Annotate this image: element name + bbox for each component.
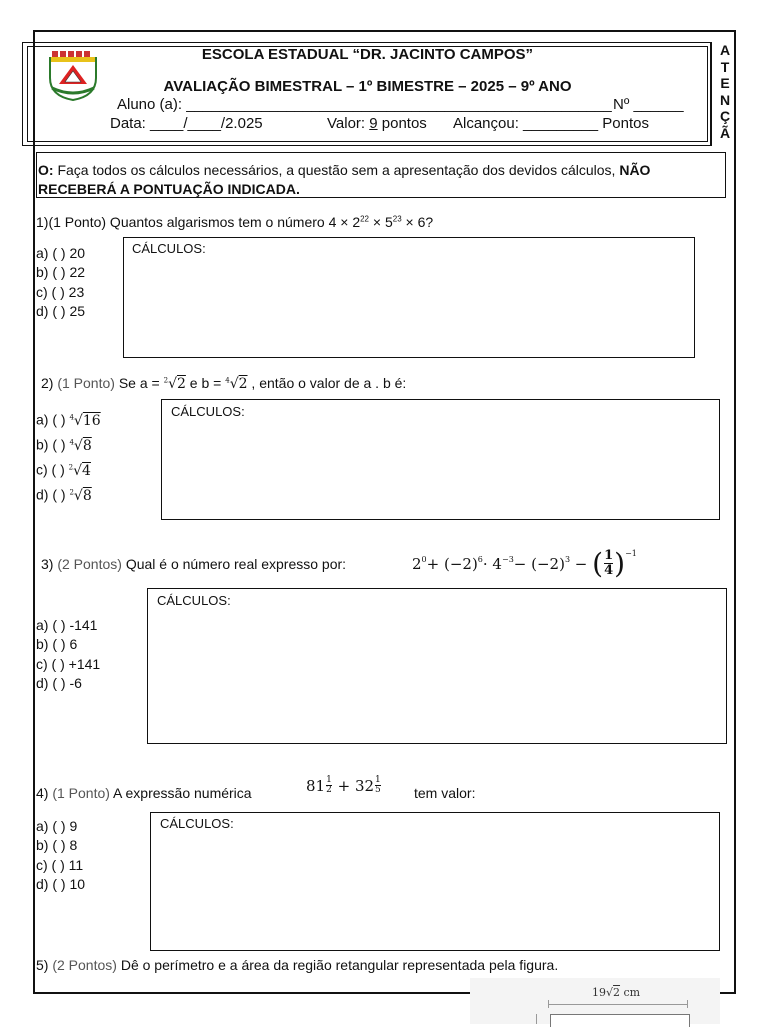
instruction-lead: O:	[38, 162, 54, 178]
instruction-warning: NÃO RECEBERÁ A PONTUAÇÃO INDICADA.	[38, 162, 651, 197]
q3-option[interactable]: c) ( ) +141	[36, 655, 101, 672]
question-3-options	[36, 616, 100, 693]
q4-option[interactable]: c) ( ) 11	[36, 856, 84, 873]
q3-number: 3)	[41, 556, 58, 572]
question-1-options	[36, 244, 85, 321]
q2-option-index: 4	[69, 438, 74, 447]
q3-term: −	[570, 554, 593, 573]
q2-option-radicand: 8	[82, 488, 92, 505]
q2-text-b: e b =	[185, 375, 226, 391]
q2-option-index: 4	[69, 413, 74, 421]
q4-plus: +	[332, 777, 355, 795]
value-unit: pontos	[377, 115, 427, 132]
q2-option[interactable]: a) ( ) $^4$√16	[36, 411, 101, 429]
figure-unit: cm	[620, 986, 641, 999]
q3-exponent: 0	[421, 555, 427, 564]
attention-letter: Ç	[719, 108, 731, 124]
q4-number: 4)	[36, 785, 53, 801]
attention-letter: E	[720, 75, 730, 91]
school-name: ESCOLA ESTADUAL “DR. JACINTO CAMPOS”	[201, 46, 534, 63]
attention-letter: T	[720, 58, 730, 75]
q2-number: 2)	[41, 375, 58, 391]
q4-tail: tem valor:	[414, 785, 476, 801]
figure-dimension-tick	[548, 1000, 549, 1008]
q2-calculation-box[interactable]	[161, 399, 720, 520]
q5-text: Dê o perímetro e a área da região retangular representada pela figura.	[116, 957, 559, 973]
date-line[interactable]: Data: ____/____/2.025	[110, 115, 263, 132]
question-1-text	[36, 214, 433, 230]
q2-b-radicand: 2	[238, 376, 248, 392]
q4-text: A expressão numérica	[109, 785, 252, 801]
q4-calculation-box[interactable]	[150, 812, 720, 951]
q1-option[interactable]: b) ( ) 22	[36, 264, 86, 281]
q3-points: (2 Pontos)	[57, 556, 122, 572]
q3-term: − (−2)	[513, 554, 565, 573]
q3-option[interactable]: d) ( ) -6	[36, 674, 82, 691]
q3-term: 2	[412, 554, 422, 573]
q3-term: · 4	[482, 554, 502, 573]
achieved-line[interactable]: Alcançou: _________ Pontos	[453, 115, 649, 132]
figure-dimension-line	[548, 1004, 688, 1005]
q4-base-2: 32	[354, 777, 375, 795]
question-4-text	[36, 785, 252, 801]
q3-option[interactable]: b) ( ) 6	[36, 636, 78, 653]
value-number: 9	[369, 115, 378, 132]
value-text	[327, 115, 427, 132]
figure-width-label: 19√2 cm	[592, 986, 641, 999]
q1-option[interactable]: d) ( ) 25	[36, 302, 86, 319]
student-number-line[interactable]: Nº ______	[613, 96, 684, 113]
q4-formula	[306, 776, 382, 795]
q3-exponent: 6	[477, 555, 483, 564]
q4-option[interactable]: b) ( ) 8	[36, 837, 78, 854]
q5-number: 5)	[36, 957, 53, 973]
q3-exponent: −3	[501, 555, 514, 564]
figure-coefficient: 19	[592, 986, 606, 999]
q3-text: Qual é o número real expresso por:	[121, 556, 347, 572]
q2-option-label: a) ( )	[36, 411, 70, 428]
q1-calculation-box[interactable]	[123, 237, 695, 358]
q2-a-index: 2	[163, 376, 169, 385]
q1-prefix: 1)(1 Ponto) Quantos algarismos tem o número 4 × 2	[36, 214, 361, 230]
attention-letter: Ã	[719, 124, 731, 141]
calc-label: CÁLCULOS:	[132, 241, 206, 256]
q3-calculation-box[interactable]	[147, 588, 727, 744]
q3-paren-left: (	[592, 546, 604, 580]
question-4-options	[36, 817, 85, 894]
q1-mid: × 5	[369, 214, 393, 230]
q3-fraction-denominator: 4	[604, 563, 614, 578]
figure-height-line	[536, 1014, 537, 1024]
exam-title: AVALIAÇÃO BIMESTRAL – 1º BIMESTRE – 2025 – 9º ANO	[163, 78, 572, 95]
q2-text-c: , então o valor de a . b é:	[247, 375, 407, 391]
q3-exponent: 3	[564, 555, 571, 564]
question-2-text: 2) (1 Ponto) Se a = $^2$√2 e b = $^4$√2 , então o valor de a . b é:	[41, 375, 407, 392]
q1-option[interactable]: a) ( ) 20	[36, 245, 86, 261]
q5-points: (2 Pontos)	[52, 957, 117, 973]
calc-label: CÁLCULOS:	[160, 816, 234, 831]
question-2-options	[36, 407, 101, 508]
q3-option[interactable]: a) ( ) -141	[36, 617, 98, 633]
q4-base-1: 81	[306, 777, 326, 795]
student-name-line[interactable]: Aluno (a): ___________________________________________________	[117, 96, 612, 113]
q2-option-label: b) ( )	[36, 436, 70, 453]
value-label: Valor:	[327, 115, 370, 132]
question-5-text	[36, 957, 558, 973]
q2-option-radicand: 4	[82, 462, 91, 479]
q4-points: (1 Ponto)	[52, 785, 110, 801]
q1-option[interactable]: c) ( ) 23	[36, 283, 85, 300]
instruction-box	[36, 152, 726, 198]
q2-option-radicand: 8	[82, 437, 92, 454]
q1-suffix: × 6?	[401, 214, 434, 230]
q2-a-radicand: 2	[176, 376, 186, 392]
q2-option[interactable]: b) ( ) $^4$√8	[36, 436, 92, 454]
q3-term: + (−2)	[426, 554, 478, 573]
q1-exponent-2: 23	[392, 214, 402, 224]
q3-exponent: −1	[625, 549, 637, 558]
attention-letter: N	[719, 91, 731, 108]
attention-letter: A	[719, 42, 731, 58]
q2-text-a: Se a =	[114, 375, 164, 391]
q2-option[interactable]: c) ( ) $^2$√4	[36, 461, 91, 479]
q4-option[interactable]: d) ( ) 10	[36, 875, 86, 892]
q1-exponent-1: 22	[360, 214, 370, 224]
q2-option[interactable]: d) ( ) $^2$√8	[36, 487, 92, 505]
q2-b-index: 4	[225, 376, 230, 385]
q4-option[interactable]: a) ( ) 9	[36, 818, 78, 834]
rectangle-figure	[470, 978, 720, 1024]
figure-rectangle	[550, 1014, 690, 1027]
q2-option-label: c) ( )	[36, 461, 69, 478]
figure-radicand: 2	[613, 986, 621, 999]
q3-fraction-numerator: 1	[604, 548, 614, 563]
q4-exp-2-numerator: 1	[375, 775, 381, 785]
q4-exp-1-numerator: 1	[326, 775, 332, 785]
q2-option-radicand: 16	[82, 412, 101, 429]
q2-option-label: d) ( )	[36, 487, 70, 504]
instruction-text: Faça todos os cálculos necessários, a questão sem a apresentação dos devidos cálculos,	[53, 162, 620, 178]
q4-exp-2-denominator: 5	[375, 785, 381, 795]
q3-formula	[412, 546, 637, 580]
q3-paren-right: )	[614, 546, 626, 580]
question-3-text	[41, 556, 346, 572]
calc-label: CÁLCULOS:	[171, 404, 245, 419]
figure-dimension-tick	[687, 1000, 688, 1008]
q2-points: (1 Ponto)	[57, 375, 115, 391]
q2-option-index: 2	[68, 463, 74, 472]
q4-exp-1-denominator: 2	[326, 785, 332, 795]
calc-label: CÁLCULOS:	[157, 593, 231, 608]
q2-option-index: 2	[69, 488, 74, 497]
